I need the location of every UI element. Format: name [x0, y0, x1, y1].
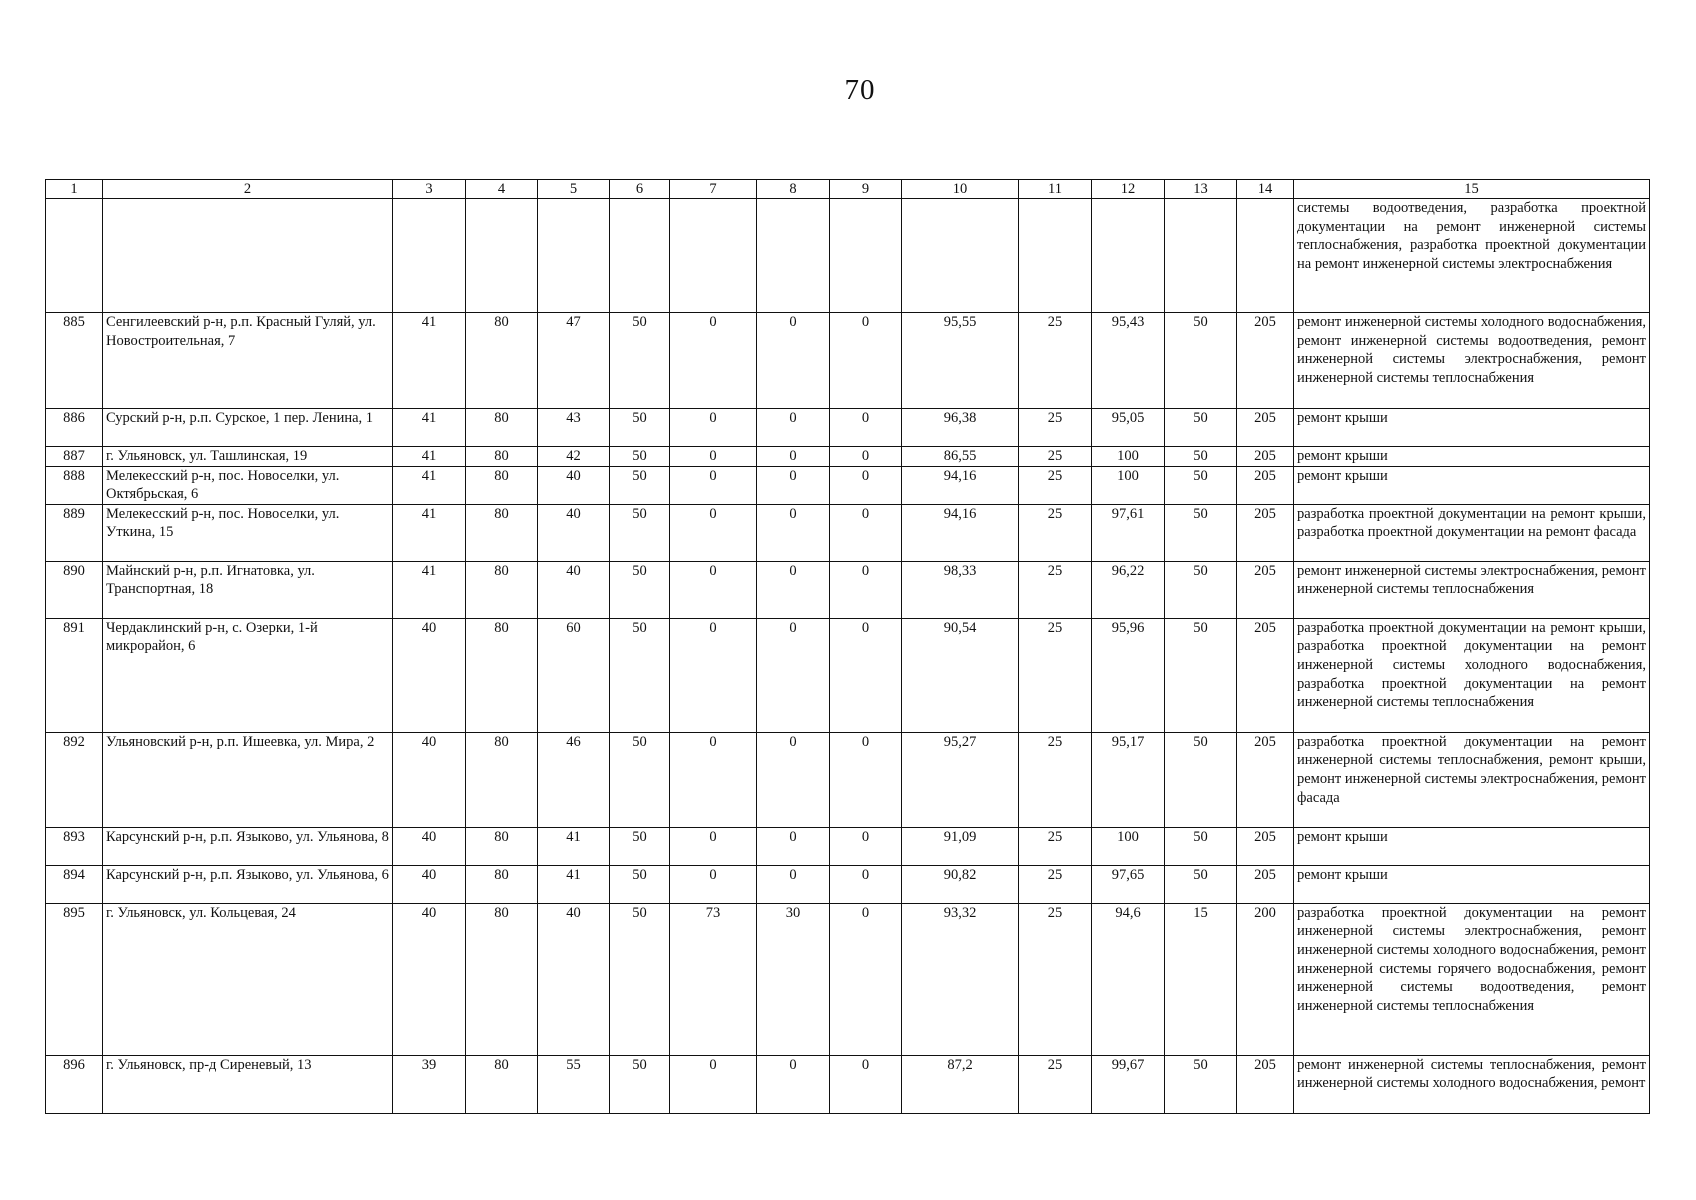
value-cell: 40 [393, 865, 466, 903]
value-cell: 97,65 [1092, 865, 1165, 903]
value-cell: 40 [393, 827, 466, 865]
value-cell: 205 [1237, 1055, 1294, 1113]
value-cell: 205 [1237, 409, 1294, 447]
value-cell: 50 [1165, 409, 1237, 447]
row-number: 887 [46, 447, 103, 467]
value-cell: 200 [1237, 903, 1294, 1055]
value-cell: 0 [757, 561, 830, 618]
value-cell: 50 [610, 732, 670, 827]
works-description: ремонт инженерной системы электроснабжения, ремонт инженерной системы теплоснабжения [1294, 561, 1650, 618]
value-cell: 25 [1019, 732, 1092, 827]
value-cell: 40 [538, 903, 610, 1055]
value-cell: 205 [1237, 618, 1294, 732]
value-cell: 100 [1092, 827, 1165, 865]
value-cell: 95,55 [902, 313, 1019, 409]
value-cell: 98,33 [902, 561, 1019, 618]
address-cell: Чердаклинский р-н, с. Озерки, 1-й микрорайон, 6 [103, 618, 393, 732]
value-cell: 46 [538, 732, 610, 827]
column-number: 7 [670, 180, 757, 199]
value-cell: 96,38 [902, 409, 1019, 447]
address-cell: Майнский р-н, р.п. Игнатовка, ул. Транспортная, 18 [103, 561, 393, 618]
table-row [46, 504, 1650, 561]
value-cell: 100 [1092, 466, 1165, 504]
value-cell: 73 [670, 903, 757, 1055]
value-cell: 0 [670, 827, 757, 865]
value-cell: 205 [1237, 732, 1294, 827]
value-cell: 0 [830, 561, 902, 618]
table-row [46, 466, 1650, 504]
table-row [46, 1055, 1650, 1113]
works-description: ремонт крыши [1294, 865, 1650, 903]
row-number: 889 [46, 504, 103, 561]
value-cell: 80 [466, 1055, 538, 1113]
value-cell: 94,16 [902, 466, 1019, 504]
value-cell: 0 [757, 504, 830, 561]
value-cell: 0 [757, 447, 830, 467]
address-cell: Карсунский р-н, р.п. Языково, ул. Ульянова, 8 [103, 827, 393, 865]
table-row [46, 827, 1650, 865]
table-row [46, 865, 1650, 903]
row-number: 895 [46, 903, 103, 1055]
value-cell: 0 [830, 903, 902, 1055]
row-number: 885 [46, 313, 103, 409]
row-number: 894 [46, 865, 103, 903]
value-cell: 86,55 [902, 447, 1019, 467]
table-row [46, 618, 1650, 732]
address-cell: Ульяновский р-н, р.п. Ишеевка, ул. Мира, 2 [103, 732, 393, 827]
works-description: системы водоотведения, разработка проектной документации на ремонт инженерной системы теплоснабжения, разработка проектной документации на ремонт инженерной системы электроснабжения [1294, 199, 1650, 313]
value-cell: 50 [1165, 1055, 1237, 1113]
value-cell: 43 [538, 409, 610, 447]
value-cell: 94,6 [1092, 903, 1165, 1055]
value-cell: 50 [1165, 313, 1237, 409]
value-cell: 90,82 [902, 865, 1019, 903]
column-number: 11 [1019, 180, 1092, 199]
value-cell: 40 [393, 903, 466, 1055]
table-row [46, 561, 1650, 618]
value-cell: 41 [393, 447, 466, 467]
value-cell: 50 [610, 409, 670, 447]
value-cell: 15 [1165, 903, 1237, 1055]
works-description: ремонт крыши [1294, 466, 1650, 504]
value-cell: 39 [393, 1055, 466, 1113]
value-cell: 40 [538, 561, 610, 618]
value-cell: 80 [466, 903, 538, 1055]
column-number: 14 [1237, 180, 1294, 199]
value-cell: 0 [670, 561, 757, 618]
value-cell: 80 [466, 466, 538, 504]
value-cell: 80 [466, 313, 538, 409]
works-description: разработка проектной документации на ремонт инженерной системы электроснабжения, ремонт инженерной системы холодного водоснабжения, ремонт инженерной системы горячего водоснабжения, ремонт инженерной системы водоотведения, ремонт инженерной системы теплоснабжения [1294, 903, 1650, 1055]
value-cell: 0 [830, 313, 902, 409]
value-cell: 50 [610, 466, 670, 504]
value-cell: 95,17 [1092, 732, 1165, 827]
value-cell: 205 [1237, 466, 1294, 504]
value-cell: 0 [670, 313, 757, 409]
value-cell: 0 [757, 618, 830, 732]
value-cell: 41 [538, 827, 610, 865]
value-cell: 80 [466, 409, 538, 447]
row-number: 886 [46, 409, 103, 447]
value-cell: 205 [1237, 504, 1294, 561]
value-cell: 95,05 [1092, 409, 1165, 447]
value-cell: 50 [610, 561, 670, 618]
value-cell: 25 [1019, 827, 1092, 865]
works-description: ремонт инженерной системы холодного водоснабжения, ремонт инженерной системы водоотведения, ремонт инженерной системы электроснабжения, ремонт инженерной системы теплоснабжения [1294, 313, 1650, 409]
value-cell: 0 [757, 732, 830, 827]
column-number: 8 [757, 180, 830, 199]
value-cell: 93,32 [902, 903, 1019, 1055]
value-cell: 96,22 [1092, 561, 1165, 618]
continuation-row [46, 199, 1650, 313]
value-cell: 0 [670, 732, 757, 827]
value-cell: 42 [538, 447, 610, 467]
value-cell: 25 [1019, 561, 1092, 618]
value-cell: 0 [830, 1055, 902, 1113]
row-number: 896 [46, 1055, 103, 1113]
value-cell: 0 [670, 409, 757, 447]
value-cell: 25 [1019, 447, 1092, 467]
value-cell: 80 [466, 827, 538, 865]
value-cell: 80 [466, 618, 538, 732]
value-cell: 0 [830, 466, 902, 504]
column-number: 15 [1294, 180, 1650, 199]
value-cell: 0 [830, 865, 902, 903]
address-cell: Карсунский р-н, р.п. Языково, ул. Ульянова, 6 [103, 865, 393, 903]
value-cell: 95,43 [1092, 313, 1165, 409]
column-number: 12 [1092, 180, 1165, 199]
value-cell: 80 [466, 447, 538, 467]
value-cell: 205 [1237, 313, 1294, 409]
value-cell: 41 [393, 313, 466, 409]
value-cell: 25 [1019, 466, 1092, 504]
table-body [46, 313, 1650, 1114]
value-cell: 60 [538, 618, 610, 732]
table-row [46, 313, 1650, 409]
column-number: 4 [466, 180, 538, 199]
value-cell: 40 [393, 618, 466, 732]
value-cell: 50 [1165, 732, 1237, 827]
column-number-row [46, 180, 1650, 199]
value-cell: 25 [1019, 1055, 1092, 1113]
address-cell: Мелекесский р-н, пос. Новоселки, ул. Уткина, 15 [103, 504, 393, 561]
value-cell: 205 [1237, 447, 1294, 467]
column-number: 1 [46, 180, 103, 199]
column-number: 6 [610, 180, 670, 199]
value-cell: 0 [670, 504, 757, 561]
value-cell: 50 [1165, 447, 1237, 467]
table-row [46, 903, 1650, 1055]
column-number: 5 [538, 180, 610, 199]
column-number: 13 [1165, 180, 1237, 199]
address-cell: Сурский р-н, р.п. Сурское, 1 пер. Ленина, 1 [103, 409, 393, 447]
value-cell: 94,16 [902, 504, 1019, 561]
value-cell: 0 [757, 865, 830, 903]
value-cell: 205 [1237, 561, 1294, 618]
value-cell: 0 [670, 1055, 757, 1113]
works-description: ремонт крыши [1294, 409, 1650, 447]
value-cell: 0 [670, 466, 757, 504]
value-cell: 55 [538, 1055, 610, 1113]
value-cell: 41 [538, 865, 610, 903]
value-cell: 0 [670, 447, 757, 467]
value-cell: 0 [830, 447, 902, 467]
value-cell: 50 [610, 618, 670, 732]
value-cell: 50 [610, 903, 670, 1055]
value-cell: 30 [757, 903, 830, 1055]
works-description: разработка проектной документации на ремонт крыши, разработка проектной документации на ремонт инженерной системы холодного водоснабжения, разработка проектной документации на ремонт инженерной системы теплоснабжения [1294, 618, 1650, 732]
value-cell: 0 [670, 618, 757, 732]
table-row [46, 447, 1650, 467]
value-cell: 0 [830, 504, 902, 561]
value-cell: 25 [1019, 313, 1092, 409]
value-cell: 50 [610, 865, 670, 903]
address-cell: Мелекесский р-н, пос. Новоселки, ул. Октябрьская, 6 [103, 466, 393, 504]
value-cell: 0 [830, 827, 902, 865]
value-cell: 50 [610, 827, 670, 865]
value-cell: 50 [610, 447, 670, 467]
value-cell: 80 [466, 561, 538, 618]
value-cell: 41 [393, 409, 466, 447]
value-cell: 41 [393, 466, 466, 504]
value-cell: 99,67 [1092, 1055, 1165, 1113]
works-description: разработка проектной документации на ремонт крыши, разработка проектной документации на ремонт фасада [1294, 504, 1650, 561]
value-cell: 50 [610, 1055, 670, 1113]
value-cell: 50 [1165, 827, 1237, 865]
value-cell: 40 [393, 732, 466, 827]
value-cell: 91,09 [902, 827, 1019, 865]
value-cell: 47 [538, 313, 610, 409]
value-cell: 0 [757, 827, 830, 865]
value-cell: 25 [1019, 865, 1092, 903]
column-number: 10 [902, 180, 1019, 199]
value-cell: 100 [1092, 447, 1165, 467]
value-cell: 97,61 [1092, 504, 1165, 561]
value-cell: 80 [466, 504, 538, 561]
value-cell: 90,54 [902, 618, 1019, 732]
value-cell: 25 [1019, 618, 1092, 732]
value-cell: 0 [757, 1055, 830, 1113]
value-cell: 50 [1165, 466, 1237, 504]
address-cell: Сенгилеевский р-н, р.п. Красный Гуляй, ул. Новостроительная, 7 [103, 313, 393, 409]
table-row [46, 409, 1650, 447]
value-cell: 0 [757, 409, 830, 447]
value-cell: 25 [1019, 903, 1092, 1055]
value-cell: 50 [1165, 504, 1237, 561]
value-cell: 0 [830, 409, 902, 447]
row-number: 891 [46, 618, 103, 732]
row-number: 890 [46, 561, 103, 618]
value-cell: 50 [1165, 618, 1237, 732]
value-cell: 50 [1165, 561, 1237, 618]
value-cell: 0 [830, 732, 902, 827]
value-cell: 40 [538, 504, 610, 561]
value-cell: 50 [1165, 865, 1237, 903]
works-description: ремонт инженерной системы теплоснабжения, ремонт инженерной системы холодного водоснабжения, ремонт [1294, 1055, 1650, 1113]
value-cell: 205 [1237, 827, 1294, 865]
page-number: 70 [844, 74, 876, 106]
value-cell: 25 [1019, 409, 1092, 447]
value-cell: 95,96 [1092, 618, 1165, 732]
row-number: 888 [46, 466, 103, 504]
row-number: 892 [46, 732, 103, 827]
column-number: 2 [103, 180, 393, 199]
value-cell: 95,27 [902, 732, 1019, 827]
value-cell: 0 [757, 313, 830, 409]
row-number: 893 [46, 827, 103, 865]
works-description: ремонт крыши [1294, 447, 1650, 467]
value-cell: 41 [393, 504, 466, 561]
address-cell: г. Ульяновск, ул. Ташлинская, 19 [103, 447, 393, 467]
value-cell: 205 [1237, 865, 1294, 903]
table-row [46, 732, 1650, 827]
works-description: ремонт крыши [1294, 827, 1650, 865]
value-cell: 50 [610, 313, 670, 409]
value-cell: 0 [757, 466, 830, 504]
value-cell: 50 [610, 504, 670, 561]
column-number: 3 [393, 180, 466, 199]
value-cell: 25 [1019, 504, 1092, 561]
value-cell: 0 [670, 865, 757, 903]
value-cell: 80 [466, 865, 538, 903]
address-cell: г. Ульяновск, ул. Кольцевая, 24 [103, 903, 393, 1055]
works-description: разработка проектной документации на ремонт инженерной системы теплоснабжения, ремонт крыши, ремонт инженерной системы электроснабжения, ремонт фасада [1294, 732, 1650, 827]
value-cell: 80 [466, 732, 538, 827]
column-number: 9 [830, 180, 902, 199]
value-cell: 40 [538, 466, 610, 504]
address-cell: г. Ульяновск, пр-д Сиреневый, 13 [103, 1055, 393, 1113]
repair-program-table [45, 179, 1650, 1114]
value-cell: 87,2 [902, 1055, 1019, 1113]
value-cell: 0 [830, 618, 902, 732]
value-cell: 41 [393, 561, 466, 618]
